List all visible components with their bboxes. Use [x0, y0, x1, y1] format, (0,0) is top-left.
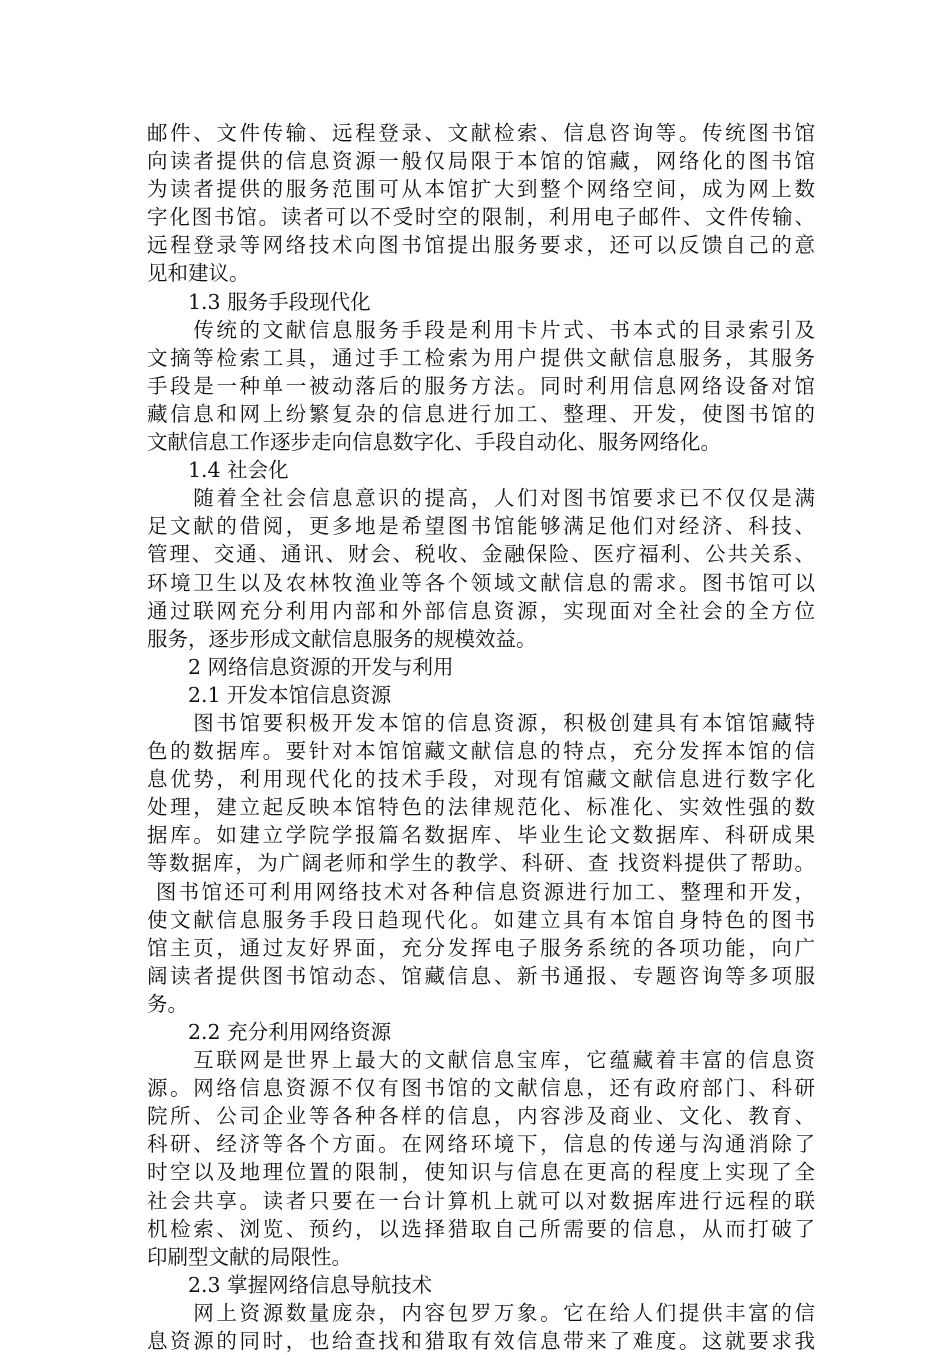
text-line: 等数据库，为广阔老师和学生的教学、科研、查 找资料提供了帮助。 — [147, 851, 815, 876]
section-heading: 2.1 开发本馆信息资源 — [147, 682, 392, 707]
section-heading: 1.3 服务手段现代化 — [147, 289, 371, 314]
document-body — [147, 119, 815, 1355]
text-line: 息资源的同时，也给查找和猎取有效信息带来了难度。这就要求我 — [147, 1329, 815, 1354]
section-heading: 2.3 掌握网络信息导航技术 — [147, 1272, 433, 1297]
text-line: 手段是一种单一被动落后的服务方法。同时利用信息网络设备对馆 — [147, 373, 815, 398]
text-line: 为读者提供的服务范围可从本馆扩大到整个网络空间，成为网上数 — [147, 177, 815, 202]
text-line: 足文献的借阅，更多地是希望图书馆能够满足他们对经济、科技、 — [147, 514, 815, 539]
text-line: 图书馆要积极开发本馆的信息资源，积极创建具有本馆馆藏特 — [147, 710, 815, 735]
text-line: 传统的文献信息服务手段是利用卡片式、书本式的目录索引及 — [147, 317, 815, 342]
text-line: 文献信息工作逐步走向信息数字化、手段自动化、服务网络化。 — [147, 430, 721, 455]
section-heading: 2.2 充分利用网络资源 — [147, 1020, 392, 1044]
text-line: 时空以及地理位置的限制，使知识与信息在更高的程度上实现了全 — [147, 1160, 815, 1185]
text-line: 处理，建立起反映本馆特色的法律规范化、标准化、实效性强的数 — [147, 795, 815, 820]
text-line: 管理、交通、通讯、财会、税收、金融保险、医疗福利、公共关系、 — [147, 542, 815, 567]
text-line: 图书馆还可利用网络技术对各种信息资源进行加工、整理和开发， — [147, 879, 815, 904]
text-line: 务。 — [147, 991, 188, 1016]
text-line: 机检索、浏览、预约，以选择猎取自己所需要的信息，从而打破了 — [147, 1216, 815, 1241]
text-line: 随着全社会信息意识的提高，人们对图书馆要求已不仅仅是满 — [147, 486, 815, 511]
text-line: 印刷型文献的局限性。 — [147, 1244, 352, 1269]
text-line: 服务，逐步形成文献信息服务的规模效益。 — [147, 626, 537, 651]
text-line: 据库。如建立学院学报篇名数据库、毕业生论文数据库、科研成果 — [147, 823, 815, 848]
text-line: 通过联网充分利用内部和外部信息资源，实现面对全社会的全方位 — [147, 598, 815, 623]
text-line: 科研、经济等各个方面。在网络环境下，信息的传递与沟通消除了 — [147, 1132, 815, 1157]
text-line: 馆主页，通过友好界面，充分发挥电子服务系统的各项功能，向广 — [147, 935, 815, 960]
text-line: 使文献信息服务手段日趋现代化。如建立具有本馆自身特色的图书 — [147, 907, 815, 932]
text-line: 色的数据库。要针对本馆馆藏文献信息的特点，充分发挥本馆的信 — [147, 739, 815, 764]
text-line: 向读者提供的信息资源一般仅局限于本馆的馆藏，网络化的图书馆 — [147, 149, 815, 174]
text-line: 藏信息和网上纷繁复杂的信息进行加工、整理、开发，使图书馆的 — [147, 401, 815, 426]
text-line: 字化图书馆。读者可以不受时空的限制，利用电子邮件、文件传输、 — [147, 205, 815, 230]
section-heading: 1.4 社会化 — [147, 458, 289, 483]
text-line: 文摘等检索工具，通过手工检索为用户提供文献信息服务，其服务 — [147, 345, 815, 370]
text-line: 院所、公司企业等各种各样的信息，内容涉及商业、文化、教育、 — [147, 1104, 815, 1129]
section-heading: 2 网络信息资源的开发与利用 — [147, 654, 454, 679]
text-line: 源。网络信息资源不仅有图书馆的文献信息，还有政府部门、科研 — [147, 1076, 815, 1101]
text-line: 息优势，利用现代化的技术手段，对现有馆藏文献信息进行数字化 — [147, 767, 815, 792]
text-line: 环境卫生以及农林牧渔业等各个领域文献信息的需求。图书馆可以 — [147, 570, 815, 595]
text-line: 社会共享。读者只要在一台计算机上就可以对数据库进行远程的联 — [147, 1188, 815, 1213]
text-line: 阔读者提供图书馆动态、馆藏信息、新书通报、专题咨询等多项服 — [147, 963, 815, 988]
text-line: 邮件、文件传输、远程登录、文献检索、信息咨询等。传统图书馆 — [147, 121, 815, 145]
text-line: 见和建议。 — [147, 261, 250, 286]
text-line: 网上资源数量庞杂，内容包罗万象。它在给人们提供丰富的信 — [147, 1300, 815, 1325]
text-line: 远程登录等网络技术向图书馆提出服务要求，还可以反馈自己的意 — [147, 233, 815, 258]
text-line: 互联网是世界上最大的文献信息宝库，它蕴藏着丰富的信息资 — [147, 1048, 815, 1073]
